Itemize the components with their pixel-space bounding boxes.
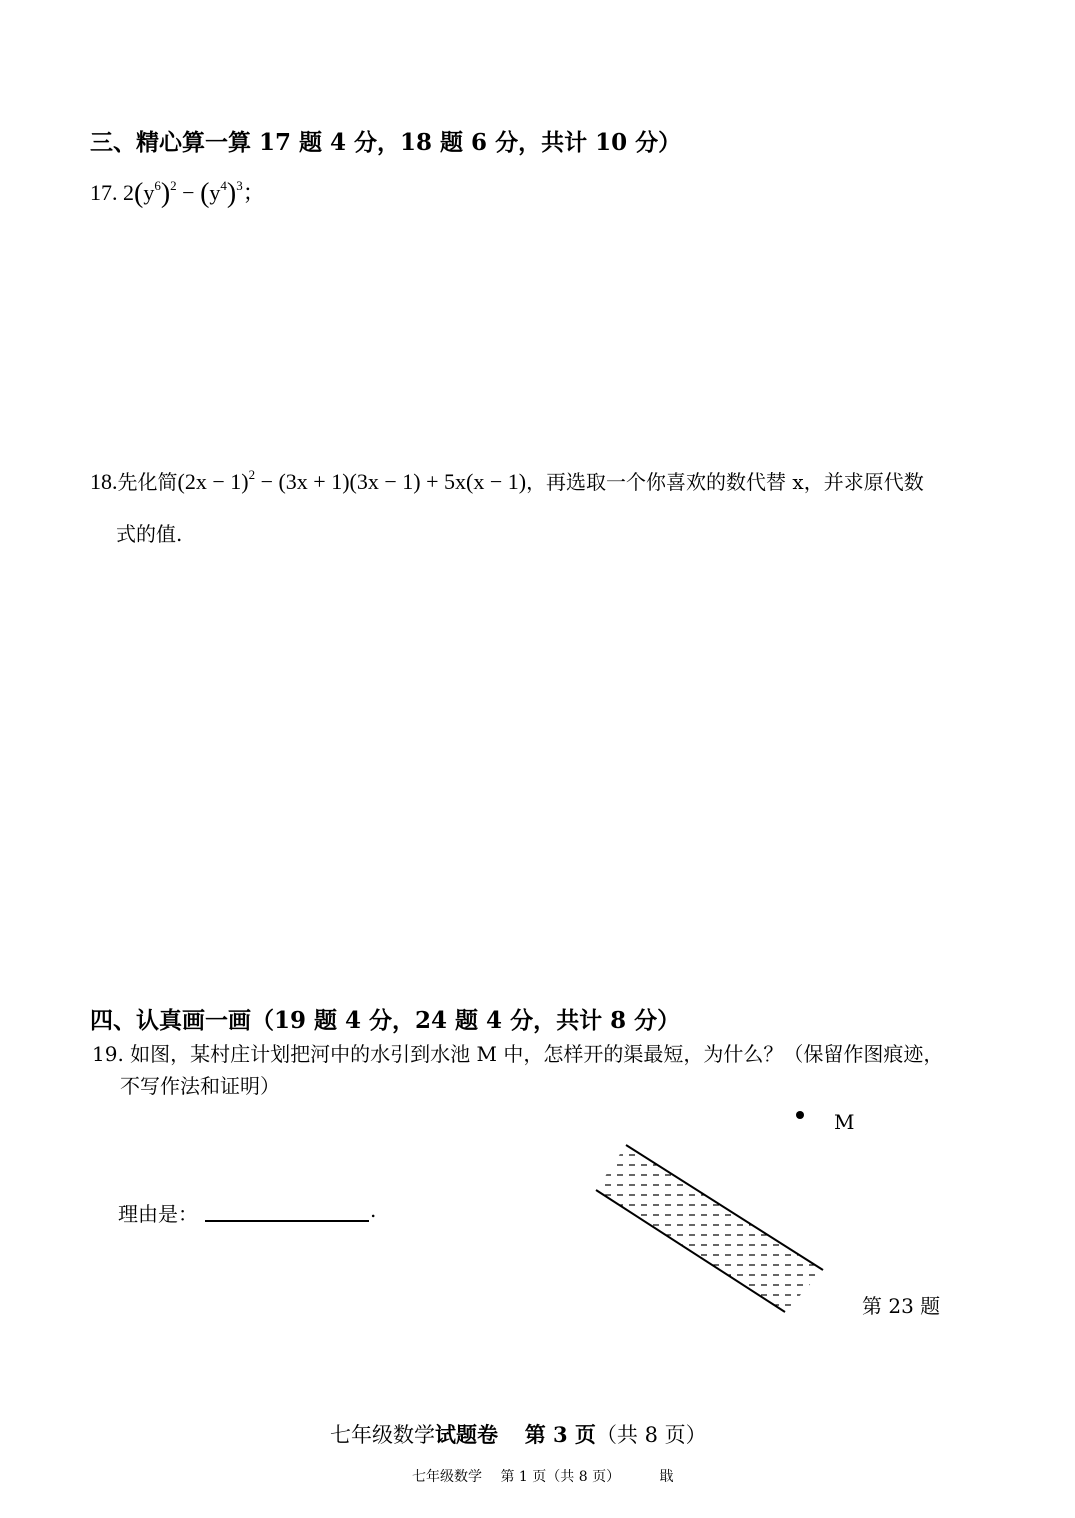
question-18-lead: 先化简 bbox=[117, 470, 178, 494]
question-18-line2: 式的值. bbox=[116, 522, 183, 546]
footer-page-number: 第 3 页 bbox=[524, 1422, 596, 1447]
question-17-exp-outer2: 3 bbox=[236, 178, 243, 193]
question-18-number: 18. bbox=[90, 469, 118, 494]
section-3-title: 三、精心算一算 17 题 4 分，18 题 6 分，共计 10 分） bbox=[90, 129, 682, 156]
question-18-tail: ，再选取一个你喜欢的数代替 x，并求原代数 bbox=[526, 470, 924, 494]
question-17-end: ； bbox=[242, 180, 265, 205]
reason-answer-blank[interactable] bbox=[205, 1220, 369, 1222]
question-17-exp-outer1: 2 bbox=[170, 178, 177, 193]
figure-caption: 第 23 题 bbox=[862, 1294, 941, 1318]
footer-small-print: 七年级数学 第 1 页（共 8 页） 戢 bbox=[412, 1469, 674, 1485]
question-18-exp-a: 2 bbox=[248, 467, 256, 482]
pool-point-m[interactable] bbox=[796, 1111, 804, 1119]
question-18-line1 bbox=[90, 466, 924, 495]
question-17-minus: − bbox=[182, 180, 195, 205]
footer-total-pages: （共 8 页） bbox=[595, 1423, 707, 1447]
question-17-base2: y bbox=[209, 180, 221, 205]
question-17-coef: 2 bbox=[123, 180, 134, 205]
question-19-line2: 不写作法和证明） bbox=[120, 1074, 280, 1098]
footer-subject: 七年级数学 bbox=[330, 1423, 435, 1447]
question-17-exp-inner2: 4 bbox=[220, 178, 227, 193]
question-17-number: 17. bbox=[90, 180, 118, 205]
question-17-exp-inner1: 6 bbox=[154, 178, 161, 193]
point-m-label: M bbox=[834, 1110, 855, 1134]
reason-end: . bbox=[370, 1198, 377, 1222]
question-18-expr-b: − (3x + 1)(3x − 1) + 5x(x − 1) bbox=[255, 469, 527, 494]
river-figure bbox=[580, 1100, 880, 1330]
footer-paper: 试题卷 bbox=[435, 1422, 498, 1447]
footer-page-info bbox=[330, 1419, 707, 1449]
question-19-line1: 19. 如图，某村庄计划把河中的水引到水池 M 中，怎样开的渠最短，为什么？（保留作图痕迹， bbox=[92, 1042, 944, 1066]
question-18-expr-a: (2x − 1) bbox=[177, 469, 249, 494]
river-water-pattern bbox=[580, 1100, 880, 1330]
reason-label: 理由是： bbox=[118, 1202, 198, 1226]
section-4-title: 四、认真画一画（19 题 4 分，24 题 4 分，共计 8 分） bbox=[90, 1007, 681, 1034]
question-17: 17. $2(y^6)^2 - (y^4)^3$； bbox=[90, 178, 265, 209]
question-17-base1: y bbox=[143, 180, 155, 205]
